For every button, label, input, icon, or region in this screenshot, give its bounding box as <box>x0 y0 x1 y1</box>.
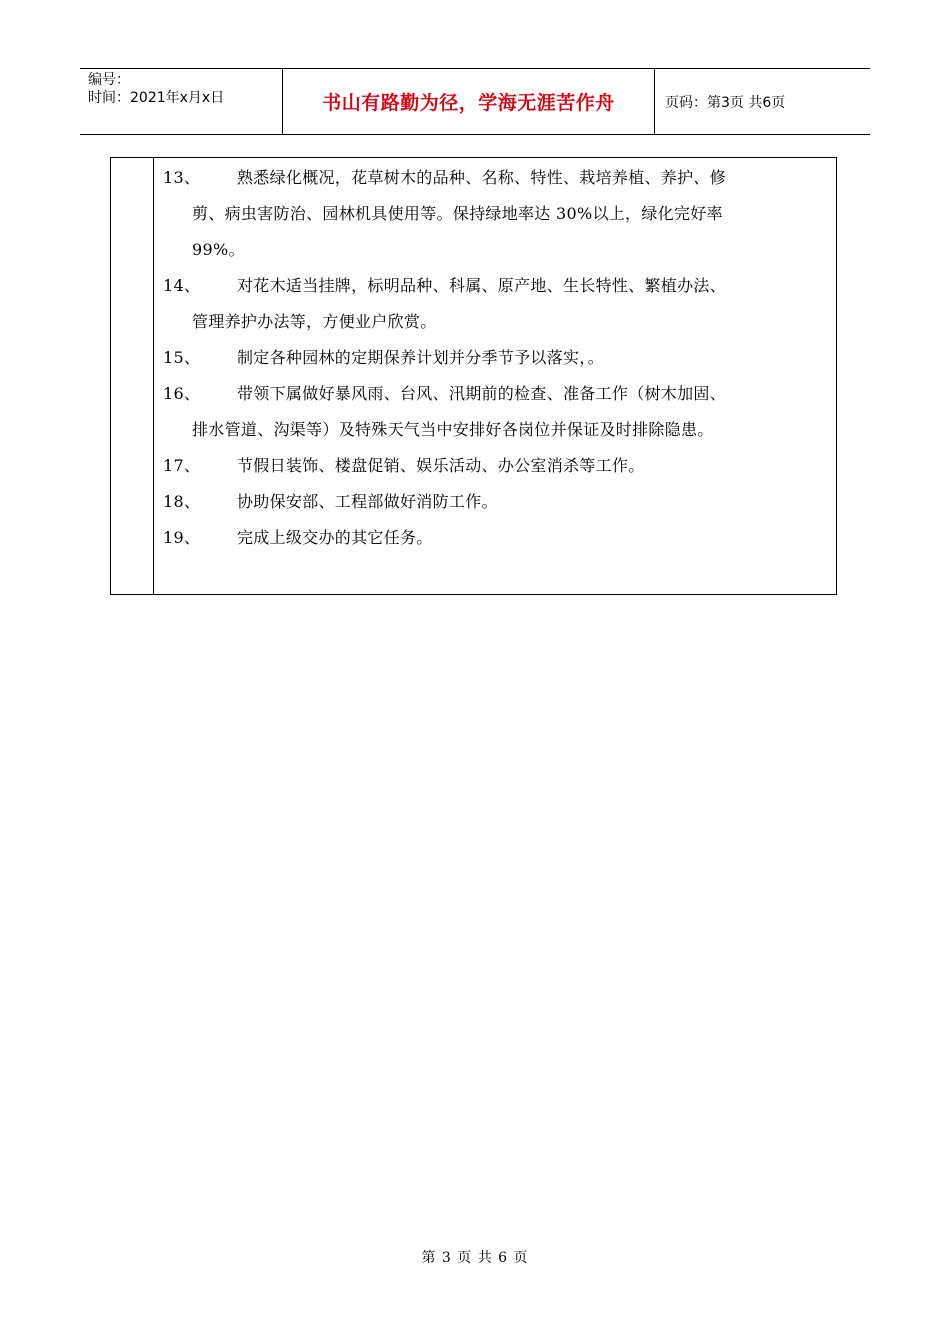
item-first-line: 节假日装饰、楼盘促销、娱乐活动、办公室消杀等工作。 <box>237 456 645 475</box>
header-meta <box>80 69 283 134</box>
list-item <box>163 160 831 268</box>
item-text <box>192 376 831 448</box>
item-text <box>192 160 831 268</box>
code-label: 编号： <box>88 72 130 88</box>
page-header <box>80 68 870 135</box>
page-footer: 第 3 页 共 6 页 <box>421 1250 529 1266</box>
item-text <box>192 268 831 340</box>
table-side-column <box>111 158 154 594</box>
item-first-line: 对花木适当挂牌，标明品种、科属、原产地、生长特性、繁植办法、 <box>237 276 727 295</box>
item-continuation-line: 剪、病虫害防治、园林机具使用等。保持绿地率达 30%以上，绿化完好率 <box>192 204 723 223</box>
item-continuation-line: 管理养护办法等，方便业户欣赏。 <box>192 312 437 331</box>
list-item <box>163 268 831 340</box>
duty-list <box>163 160 831 556</box>
item-number: 16、 <box>163 384 201 403</box>
header-slogan: 书山有路勤为径，学海无涯苦作舟 <box>283 69 655 134</box>
item-text <box>237 520 831 556</box>
item-continuation-line: 排水管道、沟渠等）及特殊天气当中安排好各岗位并保证及时排除隐患。 <box>192 420 714 439</box>
item-first-line: 制定各种园林的定期保养计划并分季节予以落实，。 <box>237 348 604 367</box>
list-item <box>163 484 831 520</box>
item-first-line: 完成上级交办的其它任务。 <box>237 528 433 547</box>
item-number: 15、 <box>163 348 201 367</box>
date-label: 时间：2021年x月x日 <box>88 90 225 106</box>
item-text <box>237 484 831 520</box>
list-item <box>163 376 831 448</box>
list-item <box>163 520 831 556</box>
header-page-info: 页码：第3页 共6页 <box>665 94 786 111</box>
item-number: 13、 <box>163 168 201 187</box>
list-item <box>163 340 831 376</box>
item-first-line: 带领下属做好暴风雨、台风、汛期前的检查、准备工作（树木加固、 <box>237 384 727 403</box>
content-table <box>110 157 837 595</box>
list-item <box>163 448 831 484</box>
item-continuation-line: 99%。 <box>192 240 245 259</box>
item-text <box>237 448 831 484</box>
item-first-line: 熟悉绿化概况，花草树木的品种、名称、特性、栽培养植、养护、修 <box>237 168 727 187</box>
item-number: 17、 <box>163 456 201 475</box>
item-text <box>237 340 831 376</box>
item-number: 14、 <box>163 276 201 295</box>
item-first-line: 协助保安部、工程部做好消防工作。 <box>237 492 498 511</box>
item-number: 19、 <box>163 528 201 547</box>
item-number: 18、 <box>163 492 201 511</box>
